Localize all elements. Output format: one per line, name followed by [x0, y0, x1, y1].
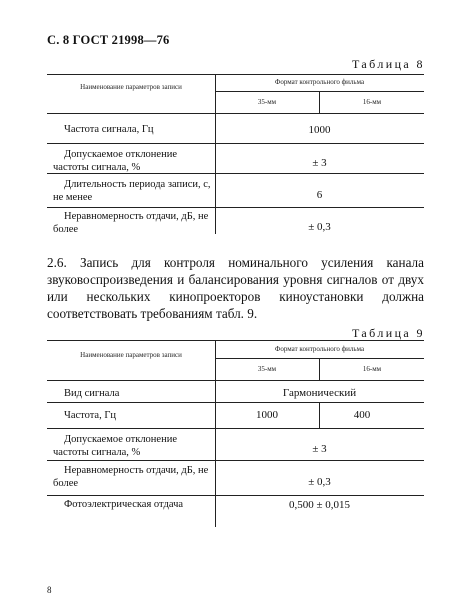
page-header: С. 8 ГОСТ 21998—76: [47, 33, 170, 47]
table8-col-35: 35-мм: [257, 98, 277, 106]
table8-row-1-name: Частота сигнала, Гц: [64, 124, 154, 135]
table8-caption: Таблица 8: [352, 57, 425, 71]
table9-row-1-value: Гармонический: [282, 387, 357, 399]
table9-caption: Таблица 9: [352, 326, 425, 340]
table9-row-5-value: 0,500 ± 0,015: [288, 499, 351, 511]
table9-col-16: 16-мм: [362, 365, 382, 373]
table9-row-2-name: Частота, Гц: [64, 410, 117, 421]
table8-row-4-value: ± 0,3: [308, 221, 331, 233]
table9-row-1-name: Вид сигнала: [64, 388, 120, 399]
table9-row-5-name: Фотоэлектрическая отдача: [64, 499, 184, 510]
table8-row-3-value: 6: [316, 189, 323, 201]
table9-col-35: 35-мм: [257, 365, 277, 373]
table8-col-16: 16-мм: [362, 98, 382, 106]
table8-row-2-name: Допускаемое отклонение частоты сигнала, %: [53, 149, 177, 173]
table8-row-1-value: 1000: [308, 124, 331, 136]
table8-row-4-name: Неравномерность отдачи, дБ, не более: [53, 211, 209, 235]
table9-format-header: Формат контрольного фильма: [274, 345, 365, 353]
table9-row-4-value: ± 0,3: [308, 476, 331, 488]
table9-row-3-value: ± 3: [312, 443, 327, 455]
table9-row-3-name: Допускаемое отклонение частоты сигнала, %: [53, 434, 177, 458]
table9-row-4-name: Неравномерность отдачи, дБ, не более: [53, 465, 209, 489]
table8-param-header: Наименование параметров записи: [80, 83, 182, 91]
table8-row-3-name: Длительность периода записи, с, не менее: [53, 179, 211, 203]
table9-param-header: Наименование параметров записи: [80, 351, 182, 359]
table8-format-header: Формат контрольного фильма: [274, 78, 365, 86]
table9-row-2-value-16: 400: [353, 409, 371, 421]
table9-row-2-value-35: 1000: [256, 409, 278, 421]
table8-row-2-value: ± 3: [312, 157, 327, 169]
page-number: 8: [47, 585, 52, 595]
paragraph-2-6: 2.6. Запись для контроля номинального усиления канала звуковоспроизведения и балансирования уровня сигналов от двух или нескольких кинопроекторов киноустановки должна соответствовать требованиям табл. 9.: [47, 255, 424, 321]
